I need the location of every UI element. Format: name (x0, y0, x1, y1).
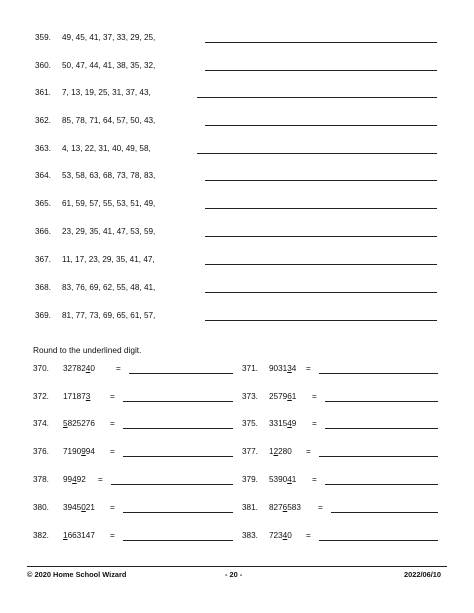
underlined-digit: 4 (72, 475, 77, 484)
sequence-row (35, 225, 437, 239)
problem-number: 367. (35, 255, 51, 264)
rounding-problem (33, 390, 233, 404)
answer-line[interactable] (123, 456, 233, 457)
sequence-row (35, 86, 437, 100)
section-instructions: Round to the underlined digit. (33, 345, 142, 355)
problem-number: 369. (35, 311, 51, 320)
underlined-digit: 9 (81, 447, 86, 456)
rounding-problem (242, 473, 438, 487)
underlined-digit: 1 (63, 531, 68, 540)
underlined-digit: 4 (282, 531, 288, 540)
number-to-round: 5825276 (63, 419, 95, 428)
footer-divider (27, 566, 447, 567)
equals-sign: = (312, 392, 317, 401)
problem-number: 363. (35, 144, 51, 153)
problem-number: 380. (33, 503, 49, 512)
answer-line[interactable] (197, 97, 437, 98)
rounding-problem (33, 445, 233, 459)
problem-number: 365. (35, 199, 51, 208)
problem-number: 360. (35, 61, 51, 70)
rounding-problem (33, 501, 233, 515)
rounding-problem (242, 501, 438, 515)
sequence-row (35, 169, 437, 183)
rounding-problem (242, 417, 438, 431)
problem-number: 366. (35, 227, 51, 236)
underlined-digit: 4 (85, 364, 91, 373)
sequence-text: 4, 13, 22, 31, 40, 49, 58, (62, 144, 151, 153)
problem-number: 361. (35, 88, 51, 97)
underlined-digit: 4 (287, 419, 292, 428)
answer-line[interactable] (325, 484, 438, 485)
rounding-problem (33, 529, 233, 543)
number-to-round: 99492 (63, 475, 86, 484)
number-to-round: 331549 (269, 419, 297, 428)
equals-sign: = (306, 531, 311, 540)
answer-line[interactable] (205, 320, 437, 321)
answer-line[interactable] (123, 401, 233, 402)
answer-line[interactable] (205, 236, 437, 237)
rounding-problem (242, 529, 438, 543)
sequence-text: 7, 13, 19, 25, 31, 37, 43, (62, 88, 151, 97)
answer-line[interactable] (205, 125, 437, 126)
sequence-text: 83, 76, 69, 62, 55, 48, 41, (62, 283, 156, 292)
answer-line[interactable] (205, 292, 437, 293)
underlined-digit: 4 (287, 475, 292, 484)
answer-line[interactable] (205, 70, 437, 71)
number-to-round: 171873 (63, 392, 91, 401)
number-to-round: 3278240 (63, 364, 95, 373)
answer-line[interactable] (123, 540, 233, 541)
underlined-digit: 2 (273, 447, 279, 456)
problem-number: 378. (33, 475, 49, 484)
rounding-problem (242, 390, 438, 404)
underlined-digit: 5 (63, 419, 68, 428)
equals-sign: = (312, 419, 317, 428)
equals-sign: = (318, 503, 323, 512)
sequence-row (35, 253, 437, 267)
sequence-row (35, 31, 437, 45)
number-to-round: 539041 (269, 475, 297, 484)
footer-copyright: © 2020 Home School Wizard (27, 570, 127, 579)
answer-line[interactable] (325, 428, 438, 429)
problem-number: 376. (33, 447, 49, 456)
footer-page-number: - 20 - (225, 570, 243, 579)
rounding-problem (33, 473, 233, 487)
problem-number: 381. (242, 503, 258, 512)
equals-sign: = (110, 392, 115, 401)
rounding-problem (242, 362, 438, 376)
problem-number: 383. (242, 531, 258, 540)
sequence-text: 49, 45, 41, 37, 33, 29, 25, (62, 33, 156, 42)
number-to-round: 7190994 (63, 447, 95, 456)
number-to-round: 257961 (269, 392, 297, 401)
footer-date: 2022/06/10 (404, 570, 441, 579)
sequence-row (35, 114, 437, 128)
answer-line[interactable] (123, 512, 233, 513)
answer-line[interactable] (205, 180, 437, 181)
answer-line[interactable] (325, 401, 438, 402)
number-to-round: 903134 (269, 364, 297, 373)
underlined-digit: 3 (287, 364, 292, 373)
sequence-row (35, 142, 437, 156)
answer-line[interactable] (319, 373, 438, 374)
problem-number: 382. (33, 531, 49, 540)
sequence-text: 23, 29, 35, 41, 47, 53, 59, (62, 227, 156, 236)
sequence-text: 53, 58, 63, 68, 73, 78, 83, (62, 171, 156, 180)
answer-line[interactable] (197, 153, 437, 154)
problem-number: 368. (35, 283, 51, 292)
underlined-digit: 0 (81, 503, 86, 512)
answer-line[interactable] (319, 540, 438, 541)
problem-number: 362. (35, 116, 51, 125)
number-to-round: 8276583 (269, 503, 301, 512)
sequence-text: 50, 47, 44, 41, 38, 35, 32, (62, 61, 156, 70)
equals-sign: = (110, 503, 115, 512)
underlined-digit: 6 (282, 503, 288, 512)
sequence-row (35, 309, 437, 323)
underlined-digit: 3 (85, 392, 91, 401)
problem-number: 370. (33, 364, 49, 373)
sequence-text: 61, 59, 57, 55, 53, 51, 49, (62, 199, 156, 208)
answer-line[interactable] (129, 373, 233, 374)
answer-line[interactable] (319, 456, 438, 457)
sequence-text: 11, 17, 23, 29, 35, 41, 47, (62, 255, 155, 264)
sequence-text: 81, 77, 73, 69, 65, 61, 57, (62, 311, 156, 320)
problem-number: 375. (242, 419, 258, 428)
sequence-row (35, 59, 437, 73)
answer-line[interactable] (205, 264, 437, 265)
rounding-problem (242, 445, 438, 459)
number-to-round: 72340 (269, 531, 292, 540)
problem-number: 364. (35, 171, 51, 180)
equals-sign: = (110, 531, 115, 540)
answer-line[interactable] (123, 428, 233, 429)
equals-sign: = (110, 419, 115, 428)
problem-number: 372. (33, 392, 49, 401)
number-to-round: 12280 (269, 447, 292, 456)
equals-sign: = (312, 475, 317, 484)
underlined-digit: 6 (287, 392, 292, 401)
problem-number: 371. (242, 364, 258, 373)
equals-sign: = (98, 475, 103, 484)
problem-number: 377. (242, 447, 258, 456)
sequence-row (35, 197, 437, 211)
problem-number: 379. (242, 475, 258, 484)
answer-line[interactable] (205, 208, 437, 209)
equals-sign: = (306, 447, 311, 456)
problem-number: 359. (35, 33, 51, 42)
problem-number: 374. (33, 419, 49, 428)
number-to-round: 3945021 (63, 503, 95, 512)
equals-sign: = (116, 364, 121, 373)
equals-sign: = (306, 364, 311, 373)
rounding-problem (33, 362, 233, 376)
answer-line[interactable] (331, 512, 438, 513)
answer-line[interactable] (111, 484, 233, 485)
rounding-problem (33, 417, 233, 431)
sequence-text: 85, 78, 71, 64, 57, 50, 43, (62, 116, 156, 125)
equals-sign: = (110, 447, 115, 456)
sequence-row (35, 281, 437, 295)
number-to-round: 1663147 (63, 531, 95, 540)
answer-line[interactable] (205, 42, 437, 43)
problem-number: 373. (242, 392, 258, 401)
